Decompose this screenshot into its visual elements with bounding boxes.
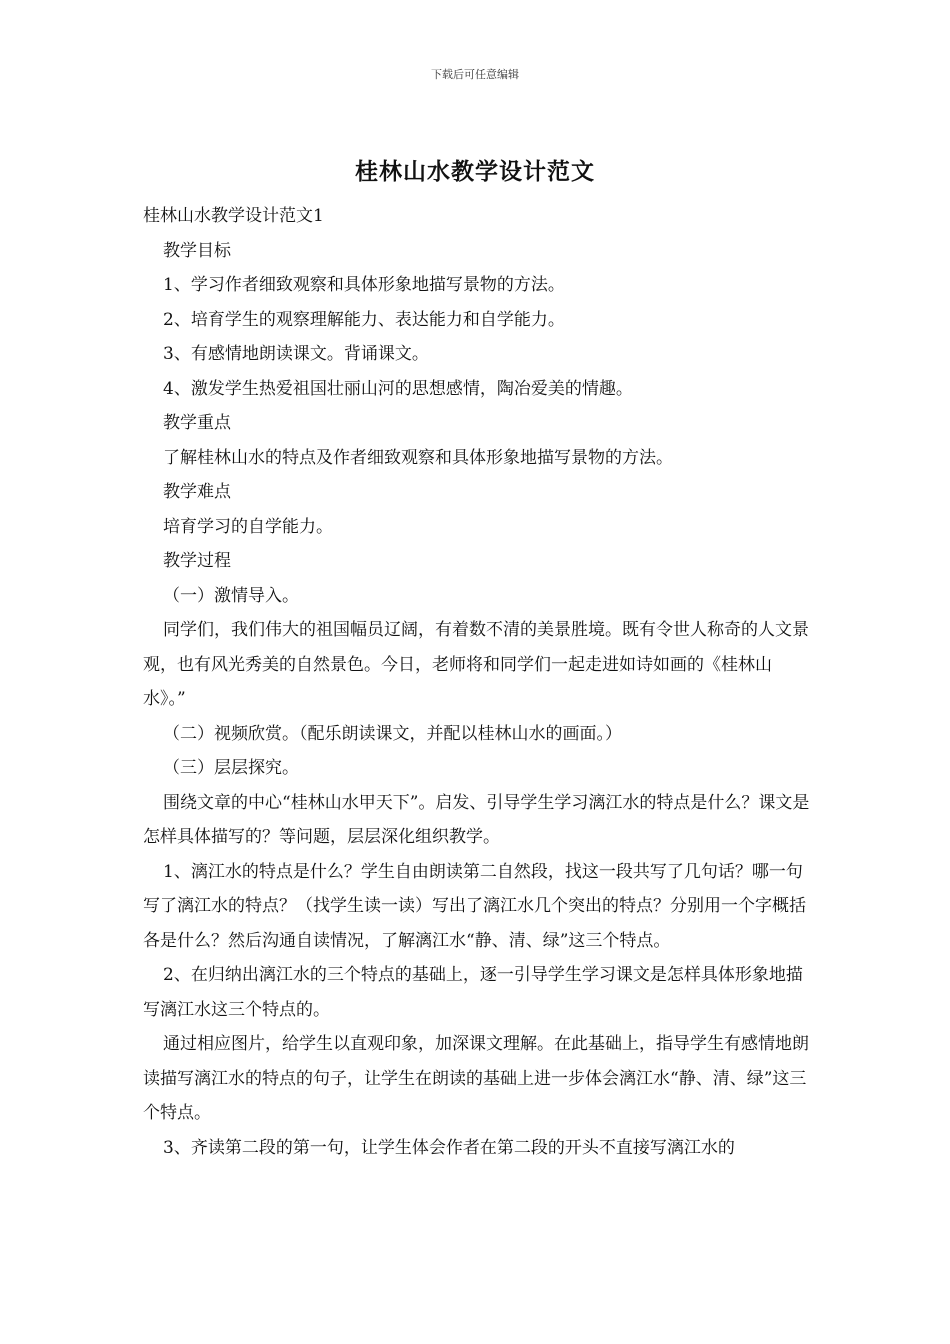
paragraph: 2、培育学生的观察理解能力、表达能力和自学能力。 [163, 309, 565, 330]
paragraph: 教学重点 [163, 413, 231, 433]
paragraph: 通过相应图片，给学生以直观印象，加深课文理解。在此基础上，指导学生有感情地朗读描写漓江水的特点的句子，让学生在朗读的基础上进一步体会漓江水“静、清、绿”这三个特点。 [143, 1034, 809, 1123]
paragraph: 教学过程 [163, 551, 231, 571]
paragraph: 了解桂林山水的特点及作者细致观察和具体形象地描写景物的方法。 [163, 447, 673, 468]
paragraph: 2、在归纳出漓江水的三个特点的基础上，逐一引导学生学习课文是怎样具体形象地描写漓江水这三个特点的。 [143, 965, 803, 1020]
header-note: 下载后可任意编辑 [431, 68, 519, 81]
paragraph: （三）层层探究。 [163, 758, 299, 778]
paragraph: （二）视频欣赏。（配乐朗读课文，并配以桂林山水的画面。） [163, 723, 622, 744]
paragraph: 3、有感情地朗读课文。背诵课文。 [163, 344, 429, 364]
paragraph: 1、学习作者细致观察和具体形象地描写景物的方法。 [163, 275, 565, 295]
document-title: 桂林山水教学设计范文 [355, 158, 595, 185]
paragraph: 桂林山水教学设计范文1 [143, 206, 324, 226]
paragraph: 围绕文章的中心“桂林山水甲天下”。启发、引导学生学习漓江水的特点是什么？课文是怎样具体描写的？等问题，层层深化组织教学。 [143, 792, 810, 847]
paragraph: 教学目标 [163, 240, 231, 261]
paragraph: 同学们，我们伟大的祖国幅员辽阔，有着数不清的美景胜境。既有令世人称奇的人文景观，也有风光秀美的自然景色。今日，老师将和同学们一起走进如诗如画的《桂林山水》。” [143, 620, 809, 709]
paragraph: 3、齐读第二段的第一句，让学生体会作者在第二段的开头不直接写漓江水的 [163, 1137, 735, 1158]
document-body [143, 199, 810, 1165]
paragraph: 培育学习的自学能力。 [163, 516, 333, 537]
paragraph: 4、激发学生热爱祖国壮丽山河的思想感情，陶冶爱美的情趣。 [163, 378, 633, 399]
paragraph: （一）激情导入。 [163, 585, 299, 606]
paragraph: 教学难点 [163, 482, 231, 502]
paragraph: 1、漓江水的特点是什么？学生自由朗读第二自然段，找这一段共写了几句话？哪一句写了漓江水的特点？（找学生读一读）写出了漓江水几个突出的特点？分别用一个字概括各是什么？然后沟通自读情况，了解漓江水“静、清、绿”这三个特点。 [143, 861, 806, 951]
